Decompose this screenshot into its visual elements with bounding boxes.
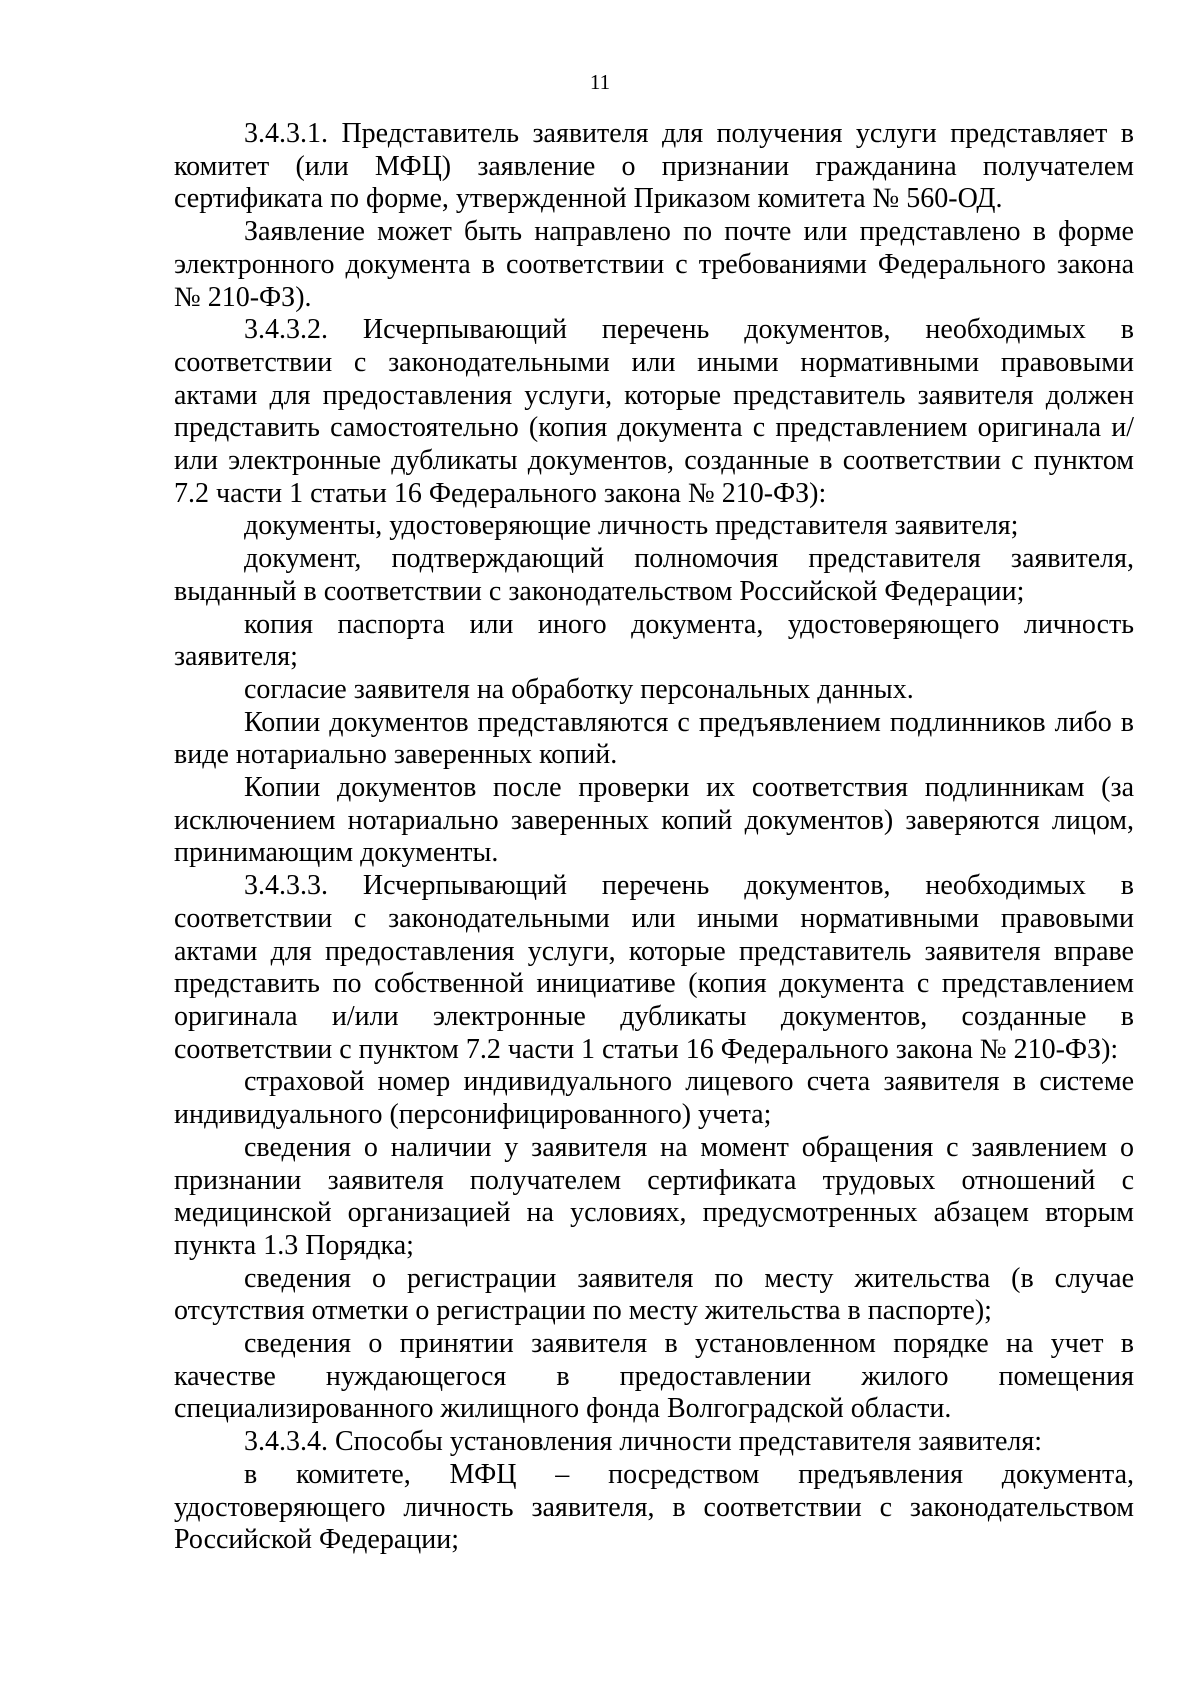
list-item-data-consent: согласие заявителя на обработку персональных данных.	[244, 673, 914, 705]
list-item-identification-method: в комитете, МФЦ – посредством предъявления документа, удостоверяющего личность заявителя, в соответствии с законодательством Российской Федерации;	[174, 1458, 1134, 1556]
list-item-passport-copy: копия паспорта или иного документа, удостоверяющего личность заявителя;	[174, 608, 1134, 673]
page-number: 11	[589, 70, 611, 94]
list-item-authority-document: документ, подтверждающий полномочия представителя заявителя, выданный в соответствии с законодательством Российской Федерации;	[174, 543, 1134, 607]
paragraph-3-4-3-3: 3.4.3.3. Исчерпывающий перечень документов, необходимых в соответствии с законодательными или иными нормативными правовыми актами для предоставления услуги, которые представитель заявителя вправе представить по собственной инициативе (копия документа с представлением оригинала и/или электронные дубликаты документов, созданные в соответствии с пунктом 7.2 части 1 статьи 16 Федерального закона № 210-ФЗ):	[174, 870, 1134, 1065]
paragraph-3-4-3-1: 3.4.3.1. Представитель заявителя для получения услуги представляет в комитет (или МФЦ) заявление о признании гражданина получателем сертификата по форме, утвержденной Приказом комитета № 560-ОД.	[174, 118, 1134, 215]
list-item-insurance-number: страховой номер индивидуального лицевого счета заявителя в системе индивидуального (персонифицированного) учета;	[174, 1066, 1134, 1131]
paragraph-copies-certified: Копии документов после проверки их соответствия подлинникам (за исключением нотариально заверенных копий документов) заверяются лицом, принимающим документы.	[174, 772, 1134, 869]
list-item-identity-documents: документы, удостоверяющие личность представителя заявителя;	[244, 510, 1019, 542]
list-item-registration-info: сведения о регистрации заявителя по месту жительства (в случае отсутствия отметки о регистрации по месту жительства в паспорте);	[174, 1262, 1134, 1327]
paragraph-3-4-3-4: 3.4.3.4. Способы установления личности представителя заявителя:	[244, 1426, 1043, 1458]
list-item-employment-info: сведения о наличии у заявителя на момент обращения с заявлением о признании заявителя получателем сертификата трудовых отношений с медицинской организацией на условиях, предусмотренных абзацем вторым пункта 1.3 Порядка;	[174, 1131, 1134, 1261]
list-item-housing-register: сведения о принятии заявителя в установленном порядке на учет в качестве нуждающегося в предоставлении жилого помещения специализированного жилищного фонда Волгоградской области.	[174, 1328, 1134, 1425]
paragraph-3-4-3-2: 3.4.3.2. Исчерпывающий перечень документов, необходимых в соответствии с законодательными или иными нормативными правовыми актами для предоставления услуги, которые представитель заявителя должен представить самостоятельно (копия документа с представлением оригинала и/или электронные дубликаты документов, созданные в соответствии с пунктом 7.2 части 1 статьи 16 Федерального закона № 210-ФЗ):	[174, 314, 1134, 509]
paragraph-copies-with-originals: Копии документов представляются с предъявлением подлинников либо в виде нотариально заверенных копий.	[174, 706, 1134, 771]
document-body	[174, 118, 1134, 1557]
paragraph-application-delivery: Заявление может быть направлено по почте или представлено в форме электронного документа в соответствии с требованиями Федерального закона № 210-ФЗ).	[174, 216, 1134, 313]
